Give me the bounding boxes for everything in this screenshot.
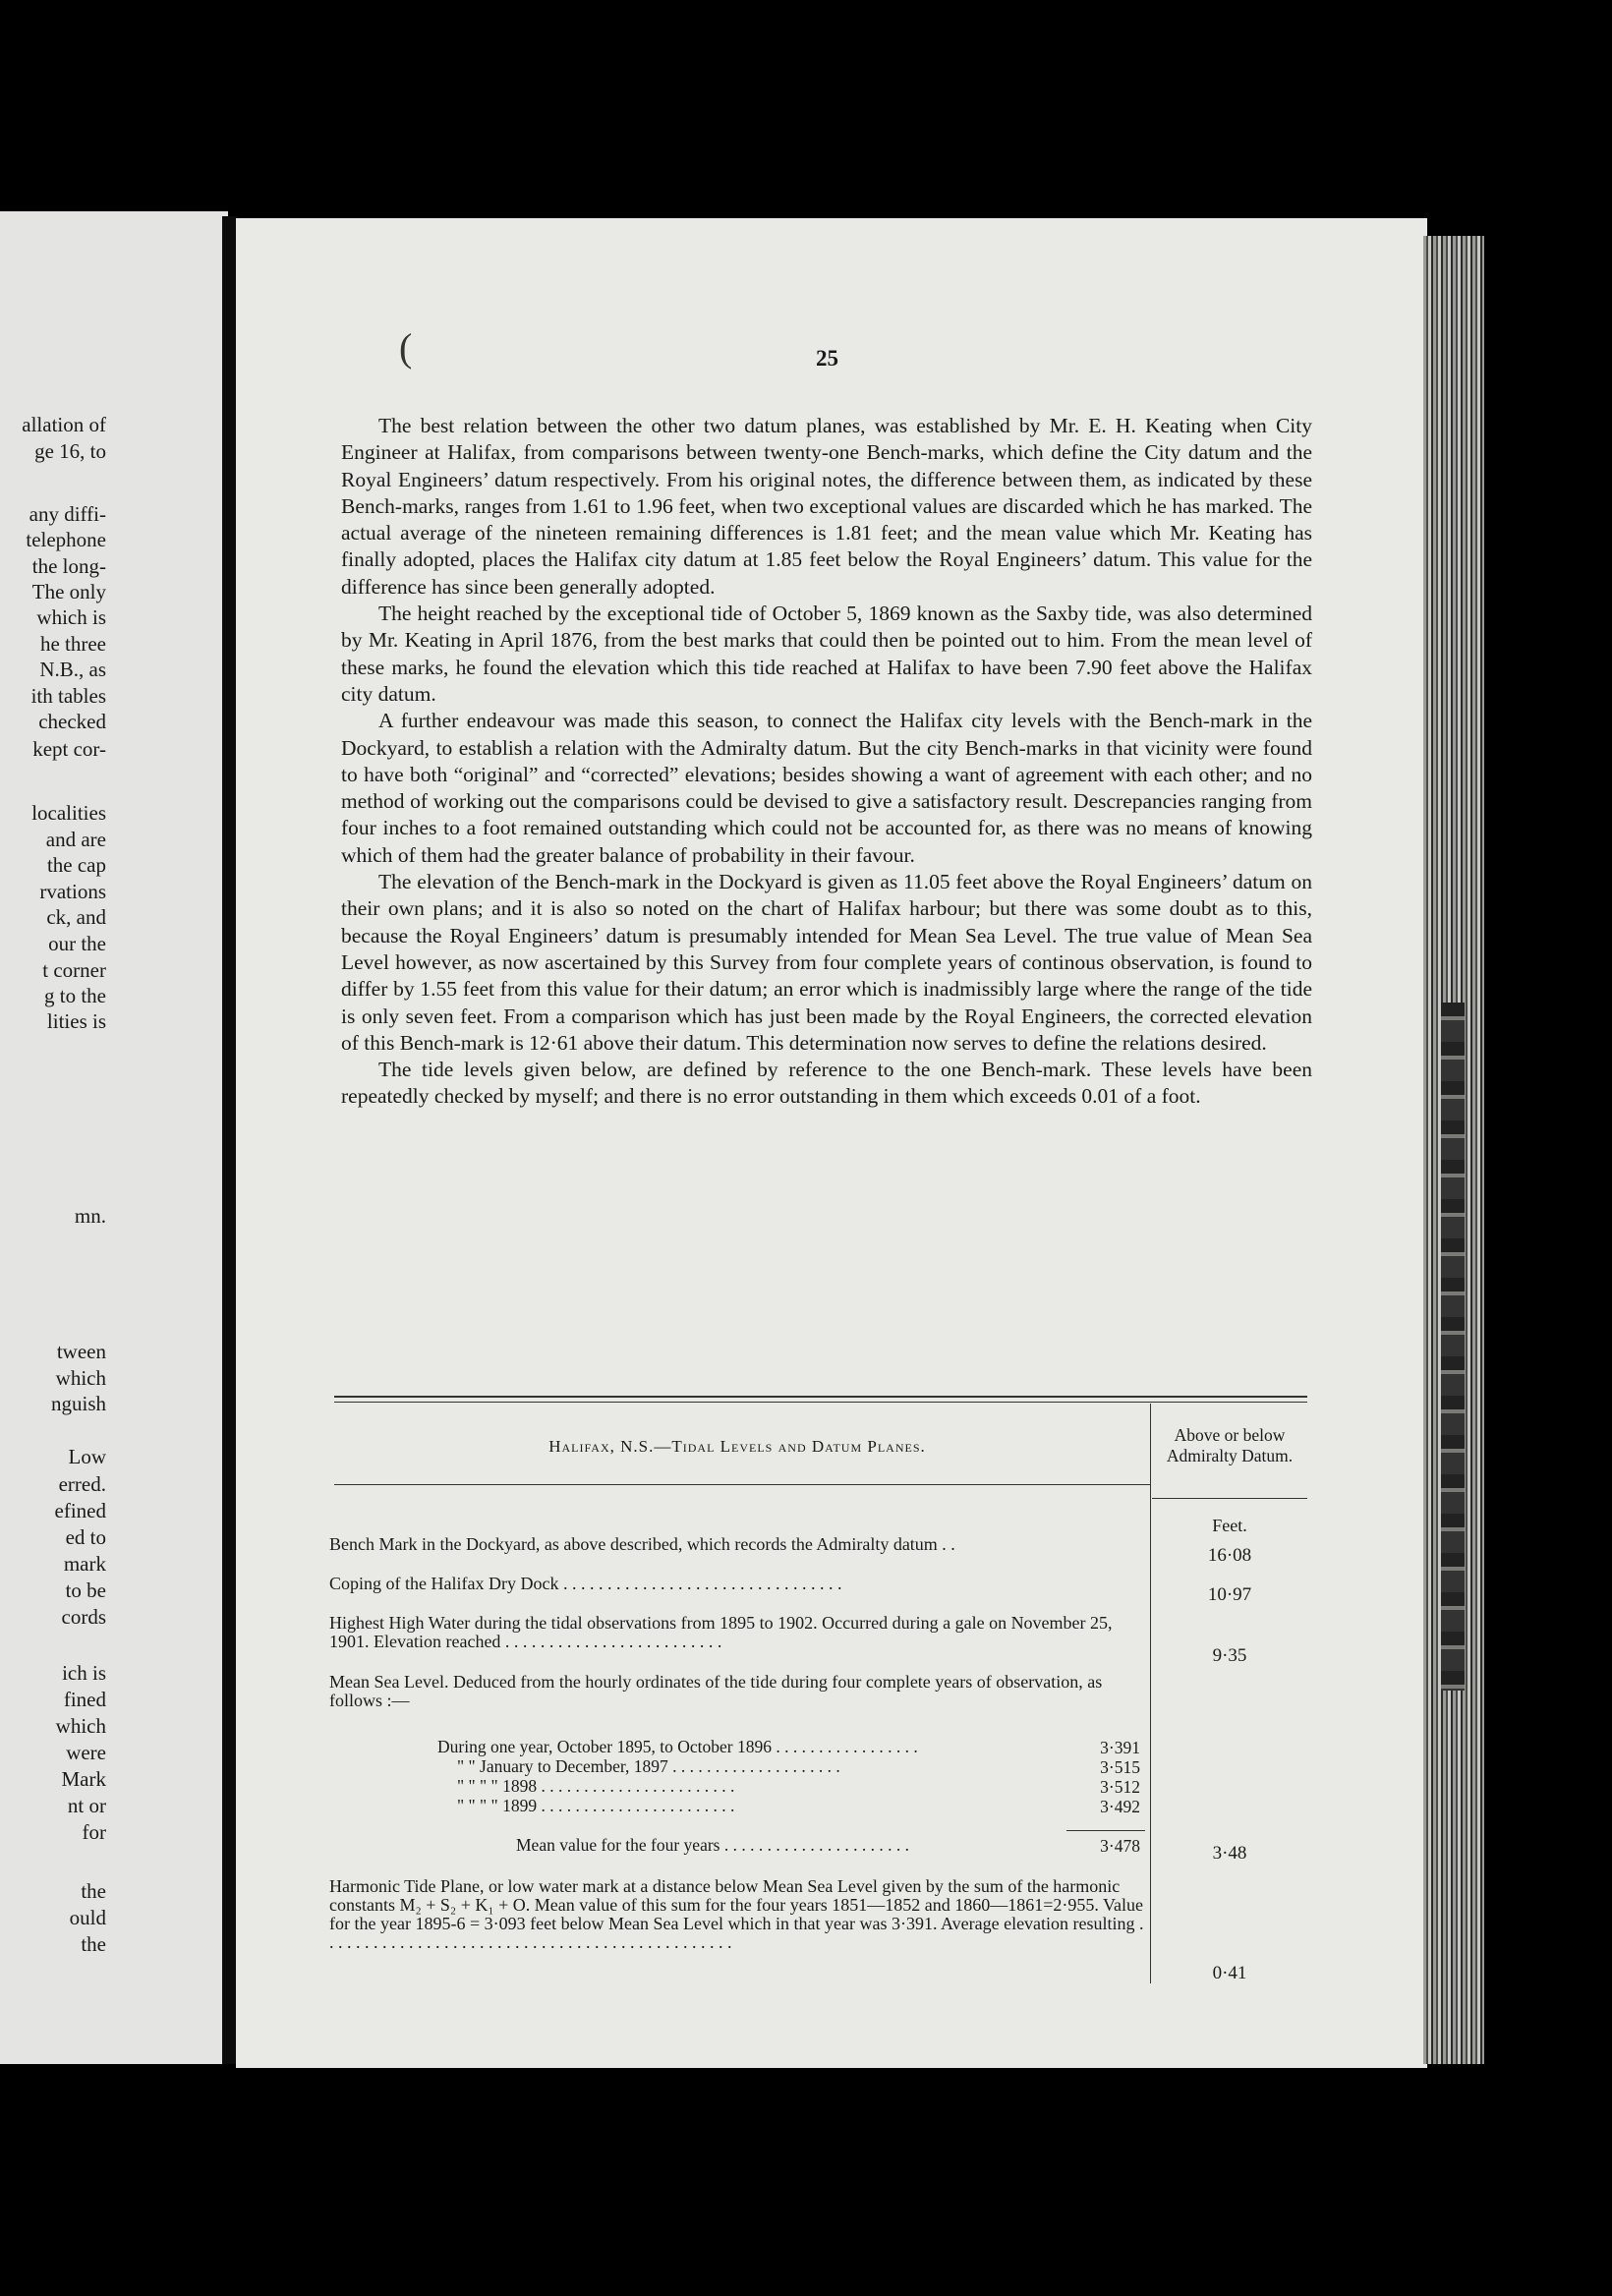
paragraph-1: The best relation between the other two datum planes, was established by Mr. E. H. Keating when City Engineer at Halifax, from comparisons between twenty-one Bench-marks, which define the City datum and the Royal Engineers’ datum respectively. From his original notes, the difference between them, as indicated by these Bench-marks, ranges from 1.61 to 1.96 feet, when two exceptional values are discarded which he has marked. The actual average of the nineteen remaining differences is 1.81 feet; and the mean value which Mr. Keating has finally adopted, places the Halifax city datum at 1.85 feet below the Royal Engineers’ datum. This value for the difference has since been generally adopted. (341, 414, 1312, 599)
value-high-water: 9·35 (1212, 1645, 1247, 1666)
left-page-fragment: t corner (42, 958, 106, 982)
left-page-fragment: which (55, 1714, 106, 1738)
table-title-rule (334, 1484, 1150, 1485)
left-page-fragment: ould (69, 1906, 106, 1929)
left-page-fragment: The only (31, 580, 106, 603)
left-page-fragment: telephone (26, 528, 106, 551)
left-page-fragment: ith tables (30, 684, 106, 708)
sub-value-1896: 3·391 (1100, 1738, 1140, 1757)
left-page-fragment: localities (31, 801, 106, 825)
paragraph-3: A further endeavour was made this season, to connect the Halifax city levels with the Bench-mark in the Dockyard, to establish a relation with the Admiralty datum. But the city Bench-marks in that vicinity were found to have both “original” and “corrected” elevations; besides showing a want of agreement with each other; and no method of working out the comparisons could be devised to give a satisfactory result. Descrepancies ranging from four inches to a foot remained outstanding which could not be accounted for, as there was no means of knowing which of them had the greater balance of probability in their favour. (341, 709, 1312, 867)
body-text (341, 413, 1312, 1111)
left-page-fragment: erred. (58, 1472, 106, 1496)
value-coping: 10·97 (1207, 1584, 1252, 1605)
left-page-fragment: nt or (67, 1794, 106, 1817)
value-mean-sea-level: 3·48 (1212, 1843, 1247, 1864)
value-benchmark: 16·08 (1207, 1545, 1252, 1566)
left-page-fragment: ich is (62, 1661, 106, 1685)
left-page-fragment: N.B., as (39, 658, 106, 681)
left-page-fragment: which is (36, 605, 106, 629)
table-row-coping: Coping of the Halifax Dry Dock . . . . . . . . . . . . . . . . . . . . . . . . . . . . . . . . (329, 1574, 842, 1593)
mean-four-years-value: 3·478 (1100, 1836, 1140, 1856)
sub-row-1897: " " January to December, 1897 . . . . . . . . . . . . . . . . . . . . (457, 1756, 840, 1776)
left-page-fragment: mn. (74, 1204, 106, 1228)
left-page-fragment: and are (45, 828, 106, 851)
left-page-fragment: cords (61, 1605, 106, 1629)
left-page-fragment: tween (56, 1340, 106, 1363)
left-page-fragment: allation of (22, 413, 106, 436)
left-page-fragment: the (81, 1932, 106, 1956)
column-header: Above or below Admiralty Datum. (1166, 1425, 1294, 1465)
pencil-mark: ( (399, 325, 413, 370)
table-top-rule (334, 1396, 1307, 1403)
table-row-high-water: Highest High Water during the tidal observations from 1895 to 1902. Occurred during a gale on November 25, 1901. Elevation reached . . . . . . . . . . . . . . . . . . . . . . . . . (329, 1613, 1113, 1651)
left-page-fragment: the (81, 1879, 106, 1903)
left-page-fragment: Mark (61, 1767, 106, 1791)
left-page-fragment: g to the (44, 984, 106, 1007)
left-page-fragment: mark (63, 1552, 106, 1576)
sub-value-1898: 3·512 (1100, 1777, 1140, 1797)
left-page-fragment: kept cor- (32, 737, 106, 761)
left-page-fragment: to be (65, 1578, 106, 1602)
left-page-fragment: Low (68, 1445, 106, 1468)
left-page-fragment: ck, and (46, 905, 106, 929)
left-page-fragment: were (66, 1741, 106, 1764)
sub-row-1898: " " " " 1898 . . . . . . . . . . . . . . . . . . . . . . . (457, 1776, 735, 1796)
left-page-fragment: our the (48, 932, 106, 955)
left-page-fragment: fined (63, 1688, 106, 1711)
paragraph-5: The tide levels given below, are defined by reference to the one Bench-mark. These levels have been repeatedly checked by myself; and there is no error outstanding in them which exceeds 0.01 of a foot. (341, 1058, 1312, 1109)
left-page-fragment: ge 16, to (34, 439, 106, 463)
left-page-fragment: nguish (50, 1392, 106, 1415)
table-row-harmonic: Harmonic Tide Plane, or low water mark at a distance below Mean Sea Level given by the sum of the harmonic constants M₂ + S₂ + K₁ + O. Mean value of this sum for the four years 1851—1852 and 1860—1861=2·955. Value for the year 1895-6 = 3·093 feet below Mean Sea Level which in that year was 3·391. Average elevation resulting . . . . . . . . . . . . . . . . . . . . . . . . . . . . . . . . . . . . . . . . . . . . . . . (329, 1876, 1144, 1952)
value-harmonic: 0·41 (1212, 1963, 1247, 1983)
left-page-fragment: any diffi- (29, 502, 106, 526)
left-page-fragment: for (82, 1820, 106, 1844)
mean-four-years: Mean value for the four years . . . . . . . . . . . . . . . . . . . . . . (516, 1835, 909, 1855)
table-row-mean-sea-level: Mean Sea Level. Deduced from the hourly ordinates of the tide during four complete years of observation, as follows :— (329, 1672, 1103, 1710)
page-number: 25 (816, 346, 838, 371)
book-page-edges (1423, 236, 1484, 2064)
unit-label: Feet. (1212, 1516, 1247, 1535)
left-page-fragment: efined (54, 1499, 106, 1522)
sum-rule (1066, 1830, 1145, 1831)
left-page-fragment: he three (39, 632, 106, 656)
column-divider (1150, 1404, 1151, 1983)
left-page-fragment: checked (38, 710, 106, 733)
sub-row-1896: During one year, October 1895, to October 1896 . . . . . . . . . . . . . . . . . (437, 1737, 918, 1756)
paragraph-2: The height reached by the exceptional tide of October 5, 1869 known as the Saxby tide, was also determined by Mr. Keating in April 1876, from the best marks that could then be pointed out to him. From the mean level of these marks, he found the elevation which this tide reached at Halifax to have been 7.90 feet above the Halifax city datum. (341, 602, 1312, 706)
left-page-fragment: the long- (31, 554, 106, 578)
sub-value-1897: 3·515 (1100, 1757, 1140, 1777)
left-page (0, 211, 228, 2064)
left-page-fragment: ed to (65, 1525, 106, 1549)
left-page-fragment: the cap (46, 853, 106, 877)
left-page-fragment: which (55, 1366, 106, 1390)
left-page-fragment: lities is (46, 1009, 106, 1033)
sub-row-1899: " " " " 1899 . . . . . . . . . . . . . . . . . . . . . . . (457, 1796, 735, 1815)
left-page-fragment: rvations (39, 880, 106, 903)
table-row-benchmark: Bench Mark in the Dockyard, as above described, which records the Admiralty datum . . (329, 1534, 955, 1554)
sub-value-1899: 3·492 (1100, 1797, 1140, 1816)
book-spine (1441, 1003, 1465, 1691)
column-header-rule (1152, 1498, 1307, 1499)
paragraph-4: The elevation of the Bench-mark in the Dockyard is given as 11.05 feet above the Royal Engineers’ datum on their own plans; and it is also so noted on the chart of Halifax harbour; but there was some doubt as to this, because the Royal Engineers’ datum is presumably intended for Mean Sea Level. The true value of Mean Sea Level however, as now ascertained by this Survey from four complete years of continous observation, is found to differ by 1.55 feet from this value for their datum; an error which is inadmissibly large where the range of the tide is only seven feet. From a comparison which has just been made by the Royal Engineers, the corrected elevation of this Bench-mark is 12·61 above their datum. This determination now serves to define the relations desired. (341, 870, 1312, 1055)
table-title: Halifax, N.S.—Tidal Levels and Datum Planes. (548, 1437, 926, 1456)
